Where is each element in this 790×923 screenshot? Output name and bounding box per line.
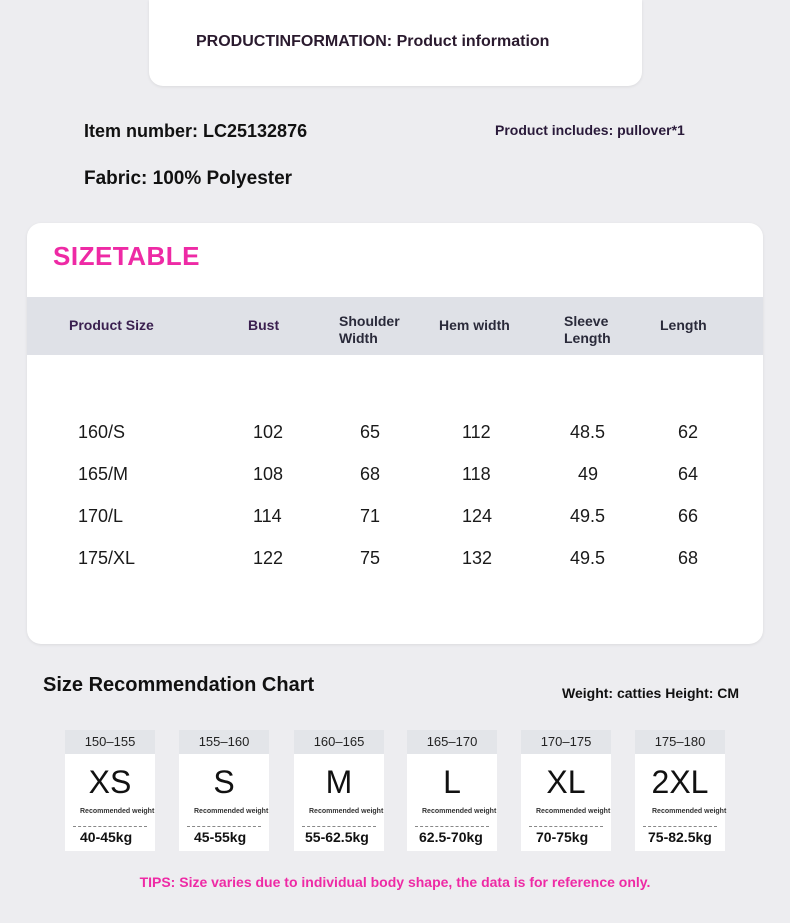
header-hem-width: Hem width bbox=[439, 317, 510, 333]
weight-range: 75-82.5kg bbox=[648, 829, 712, 845]
table-cell: 124 bbox=[462, 506, 493, 526]
height-range: 155–160 bbox=[179, 730, 269, 754]
recommended-weight-label: Recommended weight bbox=[422, 808, 497, 815]
size-label: L bbox=[443, 764, 461, 800]
product-information-heading: PRODUCTINFORMATION: Product information bbox=[196, 33, 550, 50]
header-bust: Bust bbox=[248, 317, 280, 333]
header-shoulder-width: Shoulder Width bbox=[339, 313, 400, 346]
table-row bbox=[27, 506, 763, 548]
units-note: Weight: catties Height: CM bbox=[562, 685, 740, 701]
height-range: 165–170 bbox=[407, 730, 497, 754]
table-cell: 49 bbox=[578, 464, 599, 484]
height-range: 150–155 bbox=[65, 730, 155, 754]
item-number: Item number: LC25132876 bbox=[84, 121, 308, 141]
table-cell: 132 bbox=[462, 548, 493, 568]
table-cell: 118 bbox=[462, 464, 491, 484]
height-range: 175–180 bbox=[635, 730, 725, 754]
divider bbox=[73, 826, 147, 827]
size-label: XS bbox=[88, 764, 132, 800]
table-cell: 65 bbox=[360, 422, 381, 442]
fabric: Fabric: 100% Polyester bbox=[84, 168, 293, 189]
size-label: M bbox=[325, 764, 353, 800]
table-cell: 75 bbox=[360, 548, 381, 568]
table-cell: 160/S bbox=[78, 422, 126, 442]
weight-range: 70-75kg bbox=[536, 829, 589, 845]
height-range: 170–175 bbox=[521, 730, 611, 754]
table-cell: 165/M bbox=[78, 464, 129, 484]
table-cell: 66 bbox=[678, 506, 699, 526]
header-sleeve-length: Sleeve Length bbox=[564, 313, 611, 346]
recommended-weight-label: Recommended weight bbox=[536, 808, 611, 815]
divider bbox=[415, 826, 489, 827]
weight-range: 45-55kg bbox=[194, 829, 247, 845]
size-table-header bbox=[27, 297, 763, 355]
divider bbox=[643, 826, 717, 827]
product-information-card bbox=[149, 0, 642, 86]
weight-range: 40-45kg bbox=[80, 829, 133, 845]
table-cell: 112 bbox=[462, 422, 491, 442]
header-product-size: Product Size bbox=[69, 317, 154, 333]
table-cell: 68 bbox=[360, 464, 381, 484]
size-label: XL bbox=[546, 764, 586, 800]
table-cell: 49.5 bbox=[570, 548, 606, 568]
recommended-weight-label: Recommended weight bbox=[652, 808, 727, 815]
table-cell: 68 bbox=[678, 548, 699, 568]
size-table-title: SIZETABLE bbox=[53, 241, 201, 271]
recommended-weight-label: Recommended weight bbox=[80, 808, 155, 815]
divider bbox=[302, 826, 376, 827]
header-length: Length bbox=[660, 317, 707, 333]
divider bbox=[187, 826, 261, 827]
weight-range: 55-62.5kg bbox=[305, 829, 369, 845]
divider bbox=[529, 826, 603, 827]
table-cell: 108 bbox=[253, 464, 284, 484]
size-card-xl bbox=[521, 730, 611, 851]
table-cell: 122 bbox=[253, 548, 284, 568]
table-cell: 170/L bbox=[78, 506, 124, 526]
recommended-weight-label: Recommended weight bbox=[194, 808, 269, 815]
size-table-card bbox=[27, 223, 763, 644]
size-card-m bbox=[294, 730, 384, 851]
table-cell: 48.5 bbox=[570, 422, 606, 442]
table-cell: 49.5 bbox=[570, 506, 606, 526]
size-label: 2XL bbox=[651, 764, 709, 800]
table-cell: 71 bbox=[360, 506, 381, 526]
table-row bbox=[27, 422, 763, 464]
table-cell: 64 bbox=[678, 464, 699, 484]
product-includes: Product includes: pullover*1 bbox=[495, 122, 685, 138]
table-row bbox=[27, 548, 763, 590]
table-cell: 102 bbox=[253, 422, 284, 442]
tips-note: TIPS: Size varies due to individual body shape, the data is for reference only. bbox=[139, 874, 651, 890]
table-row bbox=[27, 464, 763, 506]
size-label: S bbox=[213, 764, 235, 800]
size-recommendation-title: Size Recommendation Chart bbox=[43, 674, 315, 696]
size-card-l bbox=[407, 730, 497, 851]
table-cell: 114 bbox=[253, 506, 282, 526]
height-range: 160–165 bbox=[294, 730, 384, 754]
size-card-2xl bbox=[635, 730, 725, 851]
weight-range: 62.5-70kg bbox=[419, 829, 483, 845]
recommended-weight-label: Recommended weight bbox=[309, 808, 384, 815]
size-card-xs bbox=[65, 730, 155, 851]
table-cell: 62 bbox=[678, 422, 699, 442]
table-cell: 175/XL bbox=[78, 548, 136, 568]
size-card-s bbox=[179, 730, 269, 851]
